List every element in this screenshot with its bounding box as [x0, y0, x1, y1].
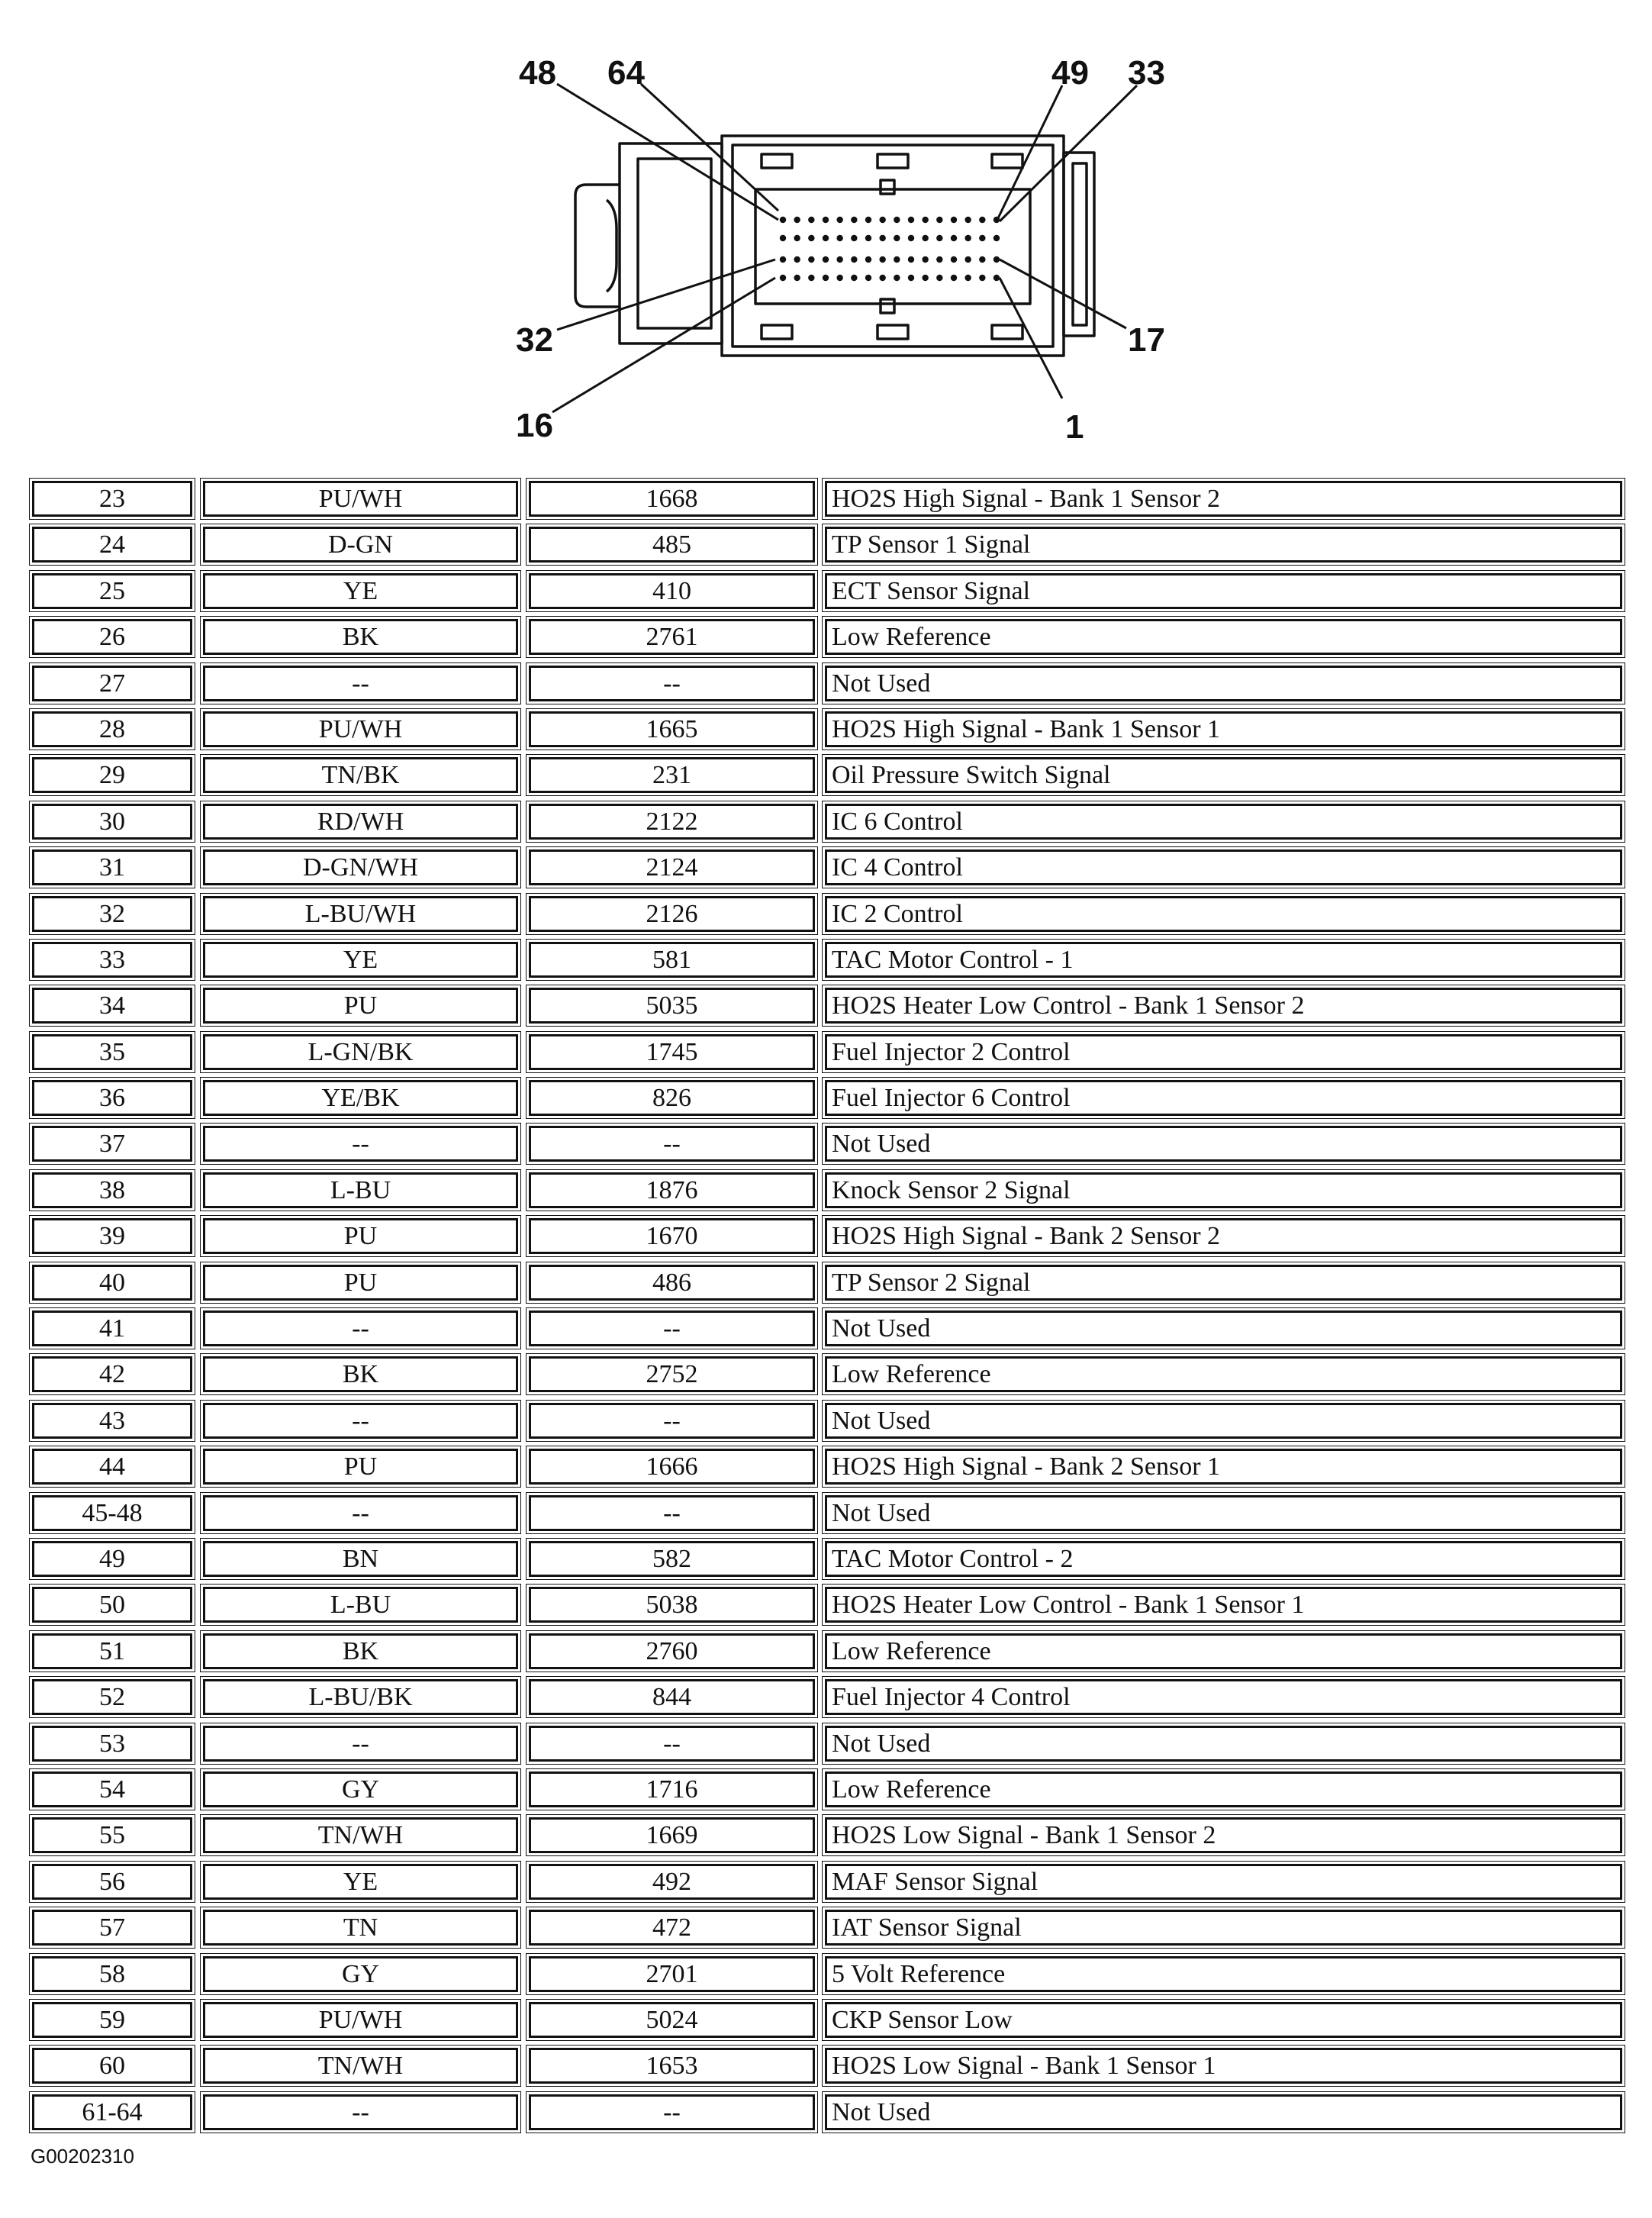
circuit-number-cell: 2124 — [529, 849, 815, 885]
pin-cavity — [894, 235, 900, 241]
pin-number-cell: 58 — [32, 1956, 192, 1992]
function-cell: TP Sensor 1 Signal — [825, 527, 1622, 563]
function-cell: HO2S High Signal - Bank 2 Sensor 1 — [825, 1449, 1622, 1485]
wire-color-cell: -- — [203, 666, 518, 701]
circuit-number-cell: 581 — [529, 942, 815, 978]
function-cell: HO2S High Signal - Bank 1 Sensor 2 — [825, 481, 1622, 517]
table-row — [29, 1031, 1625, 1077]
pin-cavity — [851, 217, 857, 223]
pin-number-cell: 37 — [32, 1126, 192, 1162]
function-cell: Knock Sensor 2 Signal — [825, 1172, 1622, 1208]
pin-cavity — [808, 217, 814, 223]
pin-number-cell: 38 — [32, 1172, 192, 1208]
pin-cavity — [936, 256, 942, 263]
function-cell: TAC Motor Control - 2 — [825, 1541, 1622, 1577]
pin-number-cell: 59 — [32, 2002, 192, 2038]
table-row — [29, 1123, 1625, 1169]
function-cell: Not Used — [825, 666, 1622, 701]
wire-color-cell: BK — [203, 619, 518, 655]
connector-latch — [575, 185, 620, 307]
table-row — [29, 801, 1625, 846]
table-row — [29, 846, 1625, 892]
function-cell: Fuel Injector 6 Control — [825, 1080, 1622, 1116]
wire-color-cell: L-GN/BK — [203, 1034, 518, 1070]
pin-cavity — [780, 217, 786, 223]
pin-cavity — [879, 235, 885, 241]
keying-tab — [992, 325, 1022, 339]
function-cell: IC 6 Control — [825, 804, 1622, 840]
pin-cavity — [865, 217, 871, 223]
function-cell: Fuel Injector 2 Control — [825, 1034, 1622, 1070]
wire-color-cell: RD/WH — [203, 804, 518, 840]
pin-cavity — [993, 235, 1000, 241]
table-row — [29, 1538, 1625, 1584]
function-cell: Not Used — [825, 2094, 1622, 2130]
pin-number-cell: 60 — [32, 2048, 192, 2084]
function-cell: MAF Sensor Signal — [825, 1864, 1622, 1900]
wire-color-cell: L-BU — [203, 1172, 518, 1208]
wire-color-cell: -- — [203, 1403, 518, 1439]
wire-color-cell: GY — [203, 1771, 518, 1807]
pin-number-cell: 23 — [32, 481, 192, 517]
pin-cavity — [794, 235, 800, 241]
pin-number-cell: 33 — [32, 942, 192, 978]
wire-color-cell: L-BU — [203, 1587, 518, 1623]
pin-number-cell: 61-64 — [32, 2094, 192, 2130]
circuit-number-cell: 5035 — [529, 988, 815, 1024]
pin-cavity — [936, 235, 942, 241]
function-cell: 5 Volt Reference — [825, 1956, 1622, 1992]
circuit-number-cell: 2761 — [529, 619, 815, 655]
function-cell: HO2S Heater Low Control - Bank 1 Sensor 2 — [825, 988, 1622, 1024]
wire-color-cell: TN/BK — [203, 757, 518, 793]
table-row — [29, 1353, 1625, 1399]
table-row — [29, 985, 1625, 1030]
pin-cavity — [794, 217, 800, 223]
keying-tab — [878, 325, 908, 339]
pin-cavity — [794, 275, 800, 281]
circuit-number-cell: -- — [529, 1495, 815, 1531]
connector-face-drawing — [0, 0, 1652, 466]
function-cell: Low Reference — [825, 1356, 1622, 1392]
pin-cavity — [808, 235, 814, 241]
pin-cavity — [794, 256, 800, 263]
wire-color-cell: PU/WH — [203, 481, 518, 517]
circuit-number-cell: 2701 — [529, 1956, 815, 1992]
pin-callout-17: 17 — [1128, 321, 1165, 359]
function-cell: IC 4 Control — [825, 849, 1622, 885]
wire-color-cell: -- — [203, 1726, 518, 1762]
pin-number-cell: 42 — [32, 1356, 192, 1392]
circuit-number-cell: 5024 — [529, 2002, 815, 2038]
circuit-number-cell: 2760 — [529, 1633, 815, 1669]
circuit-number-cell: -- — [529, 1310, 815, 1346]
pin-cavity — [979, 235, 985, 241]
function-cell: Not Used — [825, 1726, 1622, 1762]
function-cell: Fuel Injector 4 Control — [825, 1679, 1622, 1715]
circuit-number-cell: 1653 — [529, 2048, 815, 2084]
circuit-number-cell: 1669 — [529, 1817, 815, 1853]
circuit-number-cell: 486 — [529, 1265, 815, 1301]
pin-cavity — [979, 275, 985, 281]
connector-side-wall — [620, 143, 722, 343]
circuit-number-cell: 1716 — [529, 1771, 815, 1807]
circuit-number-cell: 1876 — [529, 1172, 815, 1208]
pin-cavity — [922, 235, 928, 241]
circuit-number-cell: 844 — [529, 1679, 815, 1715]
circuit-number-cell: -- — [529, 1403, 815, 1439]
pin-cavity — [836, 275, 842, 281]
circuit-number-cell: 492 — [529, 1864, 815, 1900]
wire-color-cell: BK — [203, 1633, 518, 1669]
function-cell: HO2S Low Signal - Bank 1 Sensor 1 — [825, 2048, 1622, 2084]
circuit-number-cell: -- — [529, 1726, 815, 1762]
connector-shell-inner — [733, 145, 1053, 347]
table-row — [29, 1814, 1625, 1860]
pin-number-cell: 34 — [32, 988, 192, 1024]
pin-cavity — [823, 217, 829, 223]
wire-color-cell: L-BU/WH — [203, 896, 518, 932]
pin-callout-1: 1 — [1065, 408, 1084, 446]
pin-number-cell: 54 — [32, 1771, 192, 1807]
pin-number-cell: 52 — [32, 1679, 192, 1715]
leader-line — [557, 84, 778, 220]
table-row — [29, 1999, 1625, 2045]
pin-cavity — [879, 217, 885, 223]
pin-cavity — [922, 275, 928, 281]
pin-cavity — [951, 235, 957, 241]
table-row — [29, 1307, 1625, 1353]
pin-cavity — [823, 275, 829, 281]
wire-color-cell: L-BU/BK — [203, 1679, 518, 1715]
pin-cavity — [836, 235, 842, 241]
wire-color-cell: -- — [203, 1126, 518, 1162]
pin-number-cell: 51 — [32, 1633, 192, 1669]
wire-color-cell: -- — [203, 1495, 518, 1531]
figure-id: G00202310 — [31, 2145, 134, 2168]
circuit-number-cell: 485 — [529, 527, 815, 563]
wire-color-cell: D-GN — [203, 527, 518, 563]
table-row — [29, 2045, 1625, 2091]
circuit-number-cell: 1745 — [529, 1034, 815, 1070]
function-cell: HO2S High Signal - Bank 1 Sensor 1 — [825, 711, 1622, 747]
pin-cavity — [836, 256, 842, 263]
table-row — [29, 1400, 1625, 1446]
pinout-table — [29, 478, 1625, 2137]
pin-cavity — [964, 275, 971, 281]
table-row — [29, 616, 1625, 662]
function-cell: Not Used — [825, 1126, 1622, 1162]
pin-callout-33: 33 — [1128, 54, 1165, 92]
pin-cavity — [780, 235, 786, 241]
wire-color-cell: YE — [203, 942, 518, 978]
table-row — [29, 1169, 1625, 1215]
wire-color-cell: YE — [203, 1864, 518, 1900]
pin-number-cell: 43 — [32, 1403, 192, 1439]
pin-cavity — [808, 275, 814, 281]
pin-cavity — [823, 256, 829, 263]
pin-cavity — [964, 256, 971, 263]
pin-cavity — [908, 235, 914, 241]
pin-cavity — [951, 275, 957, 281]
pin-number-cell: 31 — [32, 849, 192, 885]
pin-callout-16: 16 — [516, 407, 553, 444]
pin-cavity — [851, 275, 857, 281]
pin-number-cell: 50 — [32, 1587, 192, 1623]
pin-cavity-block — [755, 189, 1030, 304]
pin-cavity — [979, 256, 985, 263]
pin-number-cell: 24 — [32, 527, 192, 563]
table-row — [29, 1907, 1625, 1952]
wire-color-cell: PU — [203, 1449, 518, 1485]
keying-tab — [881, 180, 894, 194]
circuit-number-cell: 5038 — [529, 1587, 815, 1623]
pin-callout-32: 32 — [516, 321, 553, 359]
function-cell: ECT Sensor Signal — [825, 573, 1622, 609]
circuit-number-cell: 1670 — [529, 1218, 815, 1254]
pin-number-cell: 39 — [32, 1218, 192, 1254]
table-row — [29, 1768, 1625, 1814]
keying-tab — [762, 154, 792, 168]
keying-tab — [992, 154, 1022, 168]
leader-line — [557, 260, 775, 330]
keying-tab — [762, 325, 792, 339]
function-cell: Low Reference — [825, 1771, 1622, 1807]
pin-callout-64: 64 — [607, 54, 645, 92]
pin-cavities — [780, 217, 1000, 281]
pin-number-cell: 35 — [32, 1034, 192, 1070]
wire-color-cell: TN — [203, 1910, 518, 1946]
table-row — [29, 1723, 1625, 1768]
connector-side-wall-inner — [638, 159, 711, 328]
function-cell: IC 2 Control — [825, 896, 1622, 932]
wire-color-cell: TN/WH — [203, 2048, 518, 2084]
table-row — [29, 662, 1625, 708]
circuit-number-cell: 826 — [529, 1080, 815, 1116]
table-row — [29, 1215, 1625, 1261]
connector-diagram — [0, 0, 1652, 466]
pin-number-cell: 29 — [32, 757, 192, 793]
pin-cavity — [823, 235, 829, 241]
function-cell: Not Used — [825, 1310, 1622, 1346]
wire-color-cell: PU — [203, 1265, 518, 1301]
pin-callout-49: 49 — [1051, 54, 1089, 92]
table-row — [29, 708, 1625, 754]
pin-number-cell: 25 — [32, 573, 192, 609]
pin-cavity — [908, 217, 914, 223]
pin-cavity — [951, 256, 957, 263]
table-row — [29, 939, 1625, 985]
table-row — [29, 1676, 1625, 1722]
wire-color-cell: TN/WH — [203, 1817, 518, 1853]
function-cell: HO2S High Signal - Bank 2 Sensor 2 — [825, 1218, 1622, 1254]
table-row — [29, 1861, 1625, 1907]
function-cell: Not Used — [825, 1403, 1622, 1439]
pin-number-cell: 28 — [32, 711, 192, 747]
table-row — [29, 570, 1625, 616]
pin-cavity — [879, 256, 885, 263]
function-cell: Low Reference — [825, 619, 1622, 655]
pin-number-cell: 57 — [32, 1910, 192, 1946]
wire-color-cell: PU — [203, 988, 518, 1024]
pin-number-cell: 44 — [32, 1449, 192, 1485]
keying-tab — [878, 154, 908, 168]
function-cell: TAC Motor Control - 1 — [825, 942, 1622, 978]
pin-number-cell: 41 — [32, 1310, 192, 1346]
pin-cavity — [922, 256, 928, 263]
table-row — [29, 893, 1625, 939]
function-cell: Low Reference — [825, 1633, 1622, 1669]
wire-color-cell: GY — [203, 1956, 518, 1992]
pin-cavity — [936, 275, 942, 281]
circuit-number-cell: -- — [529, 666, 815, 701]
circuit-number-cell: 472 — [529, 1910, 815, 1946]
wire-color-cell: BN — [203, 1541, 518, 1577]
pin-cavity — [780, 275, 786, 281]
pin-number-cell: 36 — [32, 1080, 192, 1116]
circuit-number-cell: -- — [529, 1126, 815, 1162]
table-row — [29, 2091, 1625, 2137]
function-cell: HO2S Low Signal - Bank 1 Sensor 2 — [825, 1817, 1622, 1853]
pin-number-cell: 45-48 — [32, 1495, 192, 1531]
function-cell: TP Sensor 2 Signal — [825, 1265, 1622, 1301]
pin-cavity — [894, 256, 900, 263]
table-row — [29, 1584, 1625, 1630]
wire-color-cell: PU/WH — [203, 2002, 518, 2038]
wire-color-cell: -- — [203, 2094, 518, 2130]
pin-cavity — [922, 217, 928, 223]
wire-color-cell: -- — [203, 1310, 518, 1346]
circuit-number-cell: -- — [529, 2094, 815, 2130]
circuit-number-cell: 2126 — [529, 896, 815, 932]
pin-cavity — [908, 256, 914, 263]
circuit-number-cell: 2752 — [529, 1356, 815, 1392]
pin-cavity — [951, 217, 957, 223]
table-row — [29, 754, 1625, 800]
pin-number-cell: 53 — [32, 1726, 192, 1762]
pin-number-cell: 40 — [32, 1265, 192, 1301]
pin-number-cell: 30 — [32, 804, 192, 840]
wire-color-cell: BK — [203, 1356, 518, 1392]
circuit-number-cell: 1665 — [529, 711, 815, 747]
pin-cavity — [979, 217, 985, 223]
pin-cavity — [993, 275, 1000, 281]
circuit-number-cell: 410 — [529, 573, 815, 609]
wire-color-cell: D-GN/WH — [203, 849, 518, 885]
table-row — [29, 1630, 1625, 1676]
table-row — [29, 478, 1625, 524]
table-row — [29, 1492, 1625, 1538]
table-row — [29, 1953, 1625, 1999]
circuit-number-cell: 582 — [529, 1541, 815, 1577]
wire-color-cell: YE/BK — [203, 1080, 518, 1116]
function-cell: IAT Sensor Signal — [825, 1910, 1622, 1946]
pin-number-cell: 32 — [32, 896, 192, 932]
pin-cavity — [851, 256, 857, 263]
pin-cavity — [894, 275, 900, 281]
function-cell: CKP Sensor Low — [825, 2002, 1622, 2038]
pin-cavity — [808, 256, 814, 263]
circuit-number-cell: 231 — [529, 757, 815, 793]
circuit-number-cell: 2122 — [529, 804, 815, 840]
pin-cavity — [780, 256, 786, 263]
pin-cavity — [865, 256, 871, 263]
pin-number-cell: 49 — [32, 1541, 192, 1577]
table-row — [29, 1446, 1625, 1491]
pin-callout-48: 48 — [519, 54, 556, 92]
pin-number-cell: 56 — [32, 1864, 192, 1900]
table-row — [29, 524, 1625, 569]
wire-color-cell: PU/WH — [203, 711, 518, 747]
wire-color-cell: PU — [203, 1218, 518, 1254]
pin-cavity — [936, 217, 942, 223]
keying-tab — [881, 299, 894, 313]
pin-cavity — [993, 256, 1000, 263]
pin-cavity — [894, 217, 900, 223]
pin-cavity — [851, 235, 857, 241]
connector-latch-hinge — [607, 200, 617, 292]
pin-cavity — [964, 217, 971, 223]
function-cell: HO2S Heater Low Control - Bank 1 Sensor 1 — [825, 1587, 1622, 1623]
pin-cavity — [865, 275, 871, 281]
pin-cavity — [964, 235, 971, 241]
pin-cavity — [836, 217, 842, 223]
leader-line — [552, 278, 775, 412]
table-row — [29, 1262, 1625, 1307]
pin-cavity — [865, 235, 871, 241]
function-cell: Not Used — [825, 1495, 1622, 1531]
callout-leaders — [552, 84, 1137, 412]
wire-color-cell: YE — [203, 573, 518, 609]
circuit-number-cell: 1668 — [529, 481, 815, 517]
pin-cavity — [908, 275, 914, 281]
table-row — [29, 1077, 1625, 1123]
pin-number-cell: 55 — [32, 1817, 192, 1853]
pin-cavity — [879, 275, 885, 281]
pin-number-cell: 27 — [32, 666, 192, 701]
pin-number-cell: 26 — [32, 619, 192, 655]
circuit-number-cell: 1666 — [529, 1449, 815, 1485]
function-cell: Oil Pressure Switch Signal — [825, 757, 1622, 793]
